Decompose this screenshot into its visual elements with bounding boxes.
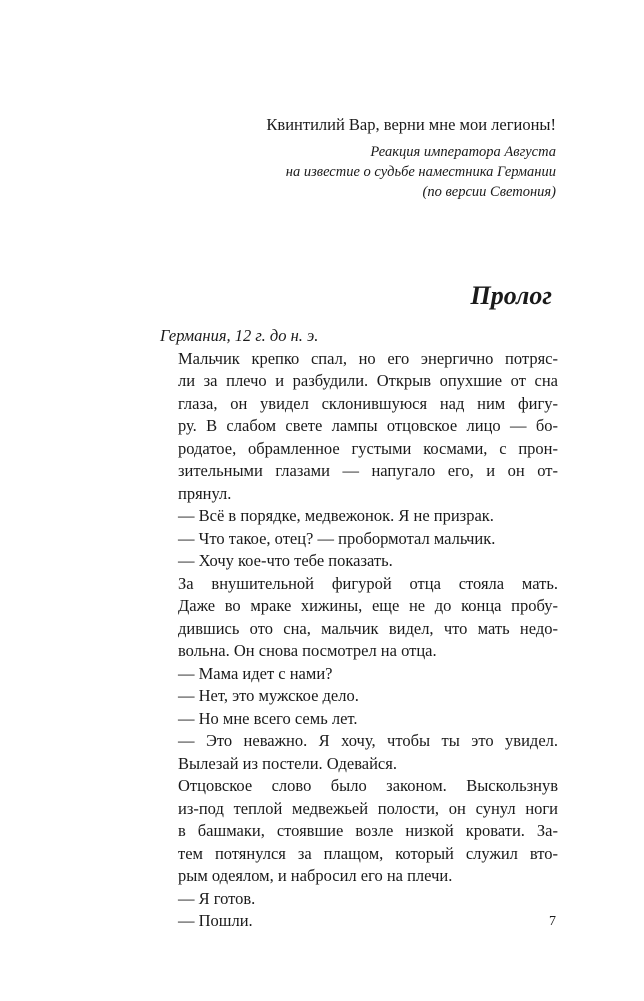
paragraph-line: в башмаки, стоявшие возле низкой кровати. За- — [178, 821, 558, 840]
paragraph-line: из-под теплой медвежьей полости, он сунул ноги — [178, 798, 558, 818]
paragraph-line: — Что такое, отец? — пробормотал мальчик. — [178, 528, 496, 548]
paragraph — [160, 888, 558, 911]
paragraph — [160, 573, 558, 663]
paragraph-line: вольна. Он снова посмотрел на отца. — [178, 641, 437, 660]
paragraph-line: — Я готов. — [178, 888, 256, 908]
place-date: Германия, 12 г. до н. э. — [160, 326, 319, 345]
page-number: 7 — [549, 914, 556, 929]
paragraph-line: рым одеялом, и набросил его на плечи. — [178, 866, 453, 885]
paragraph-line: Даже во мраке хижины, еще не до конца пробу- — [178, 596, 558, 615]
paragraph-line: ли за плечо и разбудили. Открыв опухшие от сна — [178, 371, 558, 390]
chapter-title: Пролог — [470, 281, 552, 310]
paragraph-line: Отцовское слово было законом. Выскользнув — [178, 776, 558, 795]
paragraph-line: Мальчик крепко спал, но его энергично потряс- — [178, 348, 558, 368]
paragraphs-container — [160, 348, 558, 933]
paragraph — [160, 528, 558, 551]
paragraph-line: зительными глазами — напугало его, и он от- — [178, 461, 558, 480]
paragraph-line: — Это неважно. Я хочу, чтобы ты это увидел. — [178, 731, 558, 750]
paragraph — [160, 663, 558, 686]
paragraph — [160, 775, 558, 888]
paragraph — [160, 910, 558, 933]
paragraph — [160, 708, 558, 731]
chapter-body — [160, 325, 558, 933]
paragraph-line: родатое, обрамленное густыми космами, с прон- — [178, 438, 558, 458]
paragraph — [160, 348, 558, 506]
epigraph-quote: Квинтилий Вар, верни мне мои легионы! — [266, 115, 556, 134]
epigraph-attribution-line: (по версии Светония) — [422, 184, 556, 200]
epigraph-attribution-line: на известие о судьбе наместника Германии — [285, 164, 556, 180]
paragraph — [160, 685, 558, 708]
paragraph-line: — Мама идет с нами? — [178, 663, 333, 683]
paragraph — [160, 730, 558, 775]
epigraph — [116, 114, 556, 202]
paragraph-line: — Но мне всего семь лет. — [178, 708, 358, 728]
paragraph-line: ру. В слабом свете лампы отцовское лицо — бо- — [178, 416, 558, 435]
paragraph — [160, 505, 558, 528]
paragraph-line: — Нет, это мужское дело. — [178, 686, 359, 705]
paragraph-line: — Всё в порядке, медвежонок. Я не призрак. — [178, 506, 494, 525]
paragraph — [160, 550, 558, 573]
epigraph-attribution — [116, 142, 556, 202]
paragraph-line: глаза, он увидел склонившуюся над ним фигу- — [178, 393, 558, 413]
paragraph-line: тем потянулся за плащом, который служил вто- — [178, 843, 558, 863]
paragraph-line: — Хочу кое-что тебе показать. — [178, 551, 393, 570]
paragraph-line: дившись ото сна, мальчик видел, что мать недо- — [178, 618, 558, 638]
paragraph-line: прянул. — [178, 483, 232, 503]
epigraph-attribution-line: Реакция императора Августа — [370, 144, 556, 160]
paragraph-line: — Пошли. — [178, 911, 253, 930]
paragraph-line: Вылезай из постели. Одевайся. — [178, 753, 397, 773]
paragraph-line: За внушительной фигурой отца стояла мать. — [178, 573, 558, 593]
